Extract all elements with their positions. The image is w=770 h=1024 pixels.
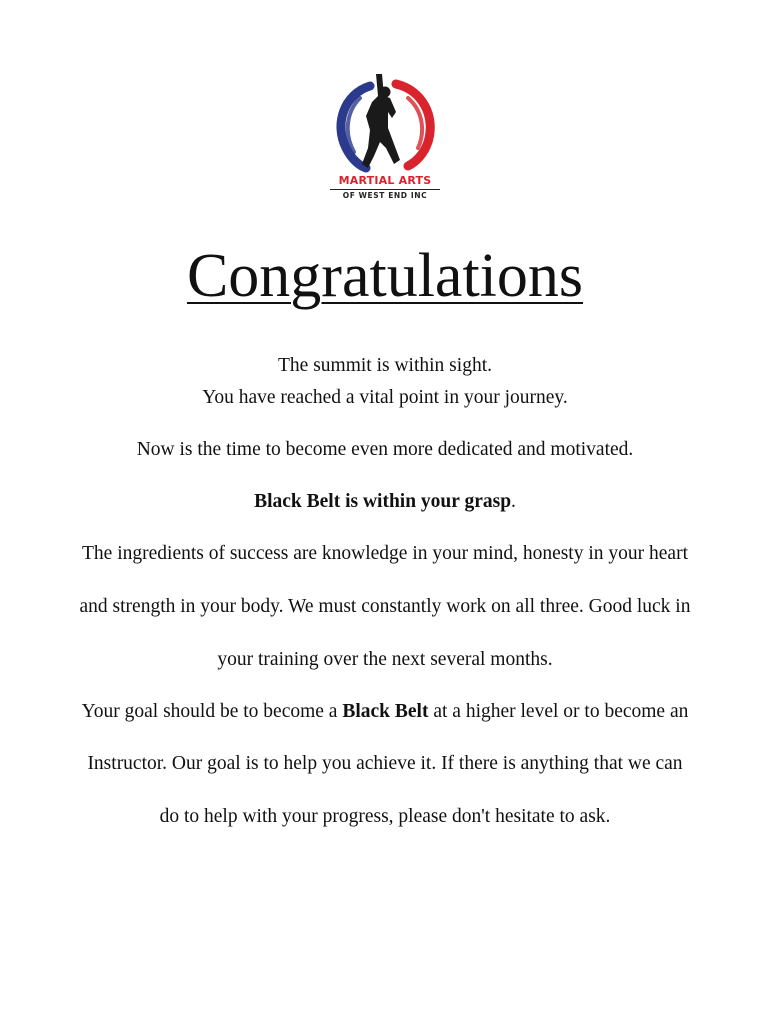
text-line-10: do to help with your progress, please don't hesitate to ask.: [159, 806, 611, 827]
black-belt-text: Black Belt: [342, 701, 429, 722]
text-line-7: your training over the next several months.: [217, 649, 553, 670]
text-line-8: Your goal should be to become a Black Belt at a higher level or to become an: [81, 701, 689, 722]
text-line-2: You have reached a vital point in your journey.: [202, 387, 568, 408]
text-line-6: and strength in your body. We must constantly work on all three. Good luck in: [79, 596, 691, 617]
page-title: Congratulations: [186, 242, 584, 310]
logo-name-line2: OF WEST END INC: [342, 191, 428, 200]
logo: [330, 72, 440, 204]
text-line-1: The summit is within sight.: [278, 355, 492, 376]
text-line-4: Black Belt is within your grasp.: [254, 491, 516, 512]
black-belt-grasp-text: Black Belt is within your grasp: [254, 491, 512, 512]
text-line-5: The ingredients of success are knowledge in your mind, honesty in your heart: [82, 543, 688, 564]
logo-name-line1: MARTIAL ARTS: [330, 174, 440, 190]
martial-artist-emblem-icon: [330, 72, 440, 174]
text-line-9: Instructor. Our goal is to help you achieve it. If there is anything that we can: [87, 753, 683, 774]
text-line-3: Now is the time to become even more dedicated and motivated.: [136, 439, 634, 460]
